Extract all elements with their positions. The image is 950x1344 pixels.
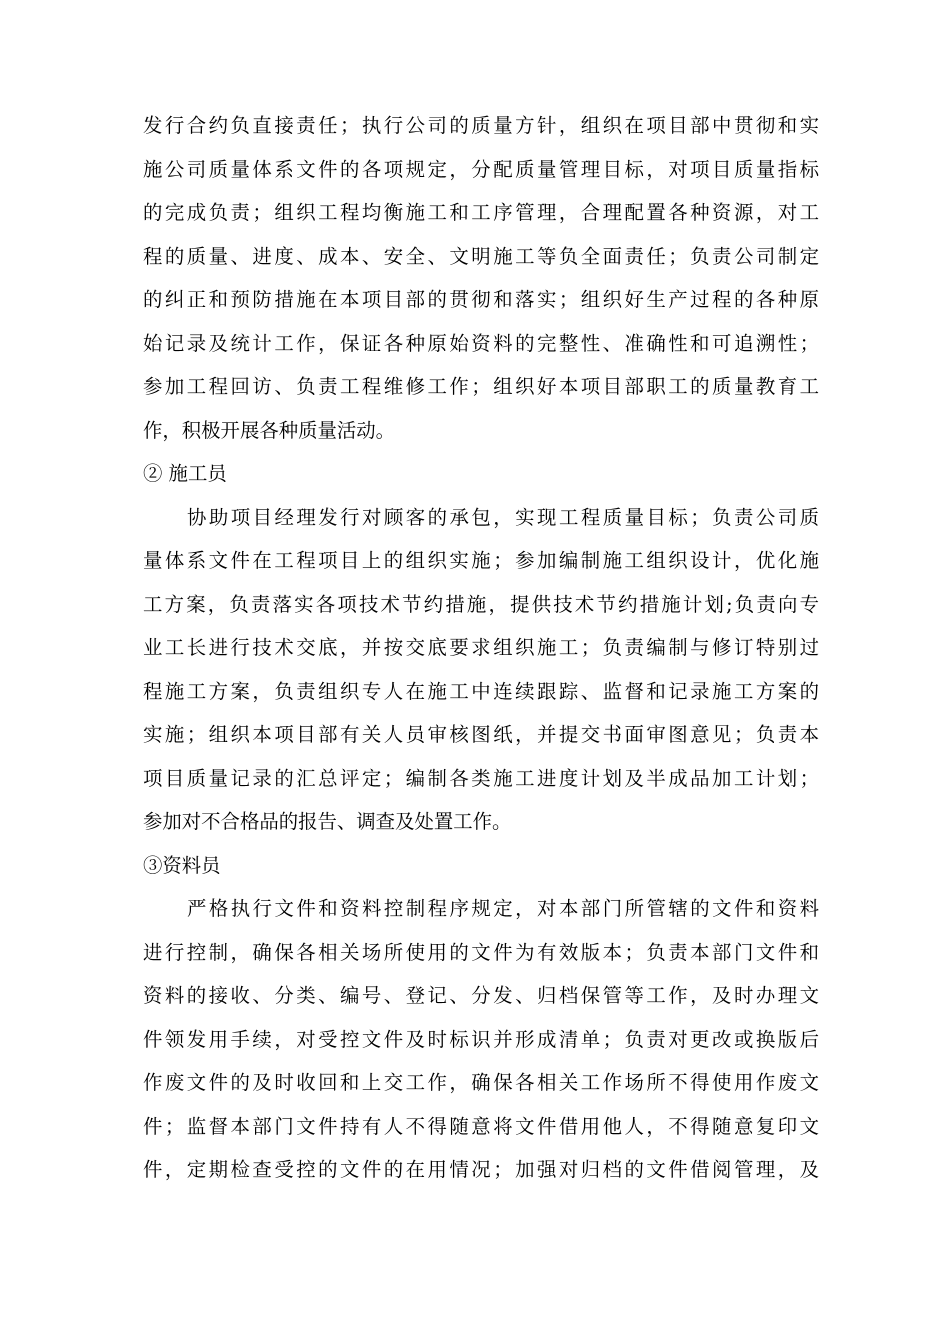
paragraph-line: 施公司质量体系文件的各项规定，分配质量管理目标，对项目质量指标 <box>143 157 819 181</box>
paragraph-line: 业工长进行技术交底，并按交底要求组织施工；负责编制与修订特别过 <box>143 636 819 659</box>
paragraph-line: 协助项目经理发行对顾客的承包，实现工程质量目标；负责公司质 <box>187 505 819 529</box>
paragraph-line: 程施工方案，负责组织专人在施工中连续跟踪、监督和记录施工方案的 <box>143 679 819 703</box>
paragraph-line: 件，定期检查受控的文件的在用情况；加强对归档的文件借阅管理，及 <box>143 1158 819 1181</box>
paragraph-line: 进行控制，确保各相关场所使用的文件为有效版本；负责本部门文件和 <box>143 940 819 964</box>
paragraph-line: 程的质量、进度、成本、安全、文明施工等负全面责任；负责公司制定 <box>143 244 819 268</box>
paragraph-line: 项目质量记录的汇总评定；编制各类施工进度计划及半成品加工计划； <box>143 766 819 790</box>
paragraph-line: 工方案，负责落实各项技术节约措施，提供技术节约措施计划;负责向专 <box>143 592 819 616</box>
paragraph-line: 严格执行文件和资料控制程序规定，对本部门所管辖的文件和资料 <box>187 897 819 920</box>
paragraph-line: 资料的接收、分类、编号、登记、分发、归档保管等工作，及时办理文 <box>143 984 819 1007</box>
document-page <box>143 104 819 1192</box>
paragraph-line: 实施；组织本项目部有关人员审核图纸，并提交书面审图意见；负责本 <box>143 723 819 746</box>
paragraph-line: 参加对不合格品的报告、调查及处置工作。 <box>143 810 512 833</box>
section-heading-documentation: ③资料员 <box>143 853 221 877</box>
paragraph-line: 的纠正和预防措施在本项目部的贯彻和落实；组织好生产过程的各种原 <box>143 288 819 311</box>
paragraph-line: 量体系文件在工程项目上的组织实施；参加编制施工组织设计，优化施 <box>143 549 819 572</box>
paragraph-line: 发行合约负直接责任；执行公司的质量方针，组织在项目部中贯彻和实 <box>143 114 819 137</box>
paragraph-line: 始记录及统计工作，保证各种原始资料的完整性、准确性和可追溯性； <box>143 331 819 355</box>
section-heading-constructor: ② 施工员 <box>143 462 227 485</box>
paragraph-line: 件领发用手续，对受控文件及时标识并形成清单；负责对更改或换版后 <box>143 1027 819 1051</box>
paragraph-line: 的完成负责；组织工程均衡施工和工序管理，合理配置各种资源，对工 <box>143 201 819 224</box>
paragraph-line: 参加工程回访、负责工程维修工作；组织好本项目部职工的质量教育工 <box>143 375 819 398</box>
paragraph-line: 件；监督本部门文件持有人不得随意将文件借用他人，不得随意复印文 <box>143 1114 819 1138</box>
paragraph-line: 作，积极开展各种质量活动。 <box>143 418 396 442</box>
paragraph-line: 作废文件的及时收回和上交工作，确保各相关工作场所不得使用作废文 <box>143 1071 819 1094</box>
